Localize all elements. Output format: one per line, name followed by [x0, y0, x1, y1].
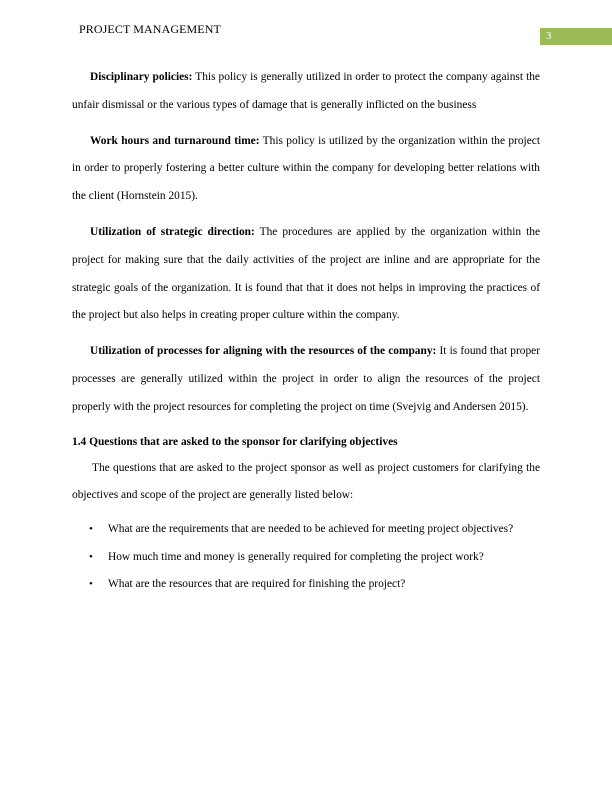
section-intro: The questions that are asked to the project sponsor as well as project customers for clarifying the objectives and scope of the project are generally listed below:: [72, 461, 540, 502]
paragraph-processes-alignment: [72, 338, 540, 421]
page-number: 3: [546, 30, 552, 42]
section-heading: 1.4 Questions that are asked to the sponsor for clarifying objectives: [72, 435, 398, 448]
list-item: [72, 544, 540, 572]
paragraph-strategic-direction: [72, 219, 540, 330]
bullet-icon: •: [89, 523, 93, 536]
paragraph-term: Utilization of processes for aligning with the resources of the company:: [90, 345, 437, 358]
running-header: PROJECT MANAGEMENT: [79, 22, 221, 36]
paragraph-text: This policy is generally utilized in order to protect the company against the unfair dismissal or the various types of damage that is generally inflicted on the business: [72, 71, 540, 111]
document-body: [72, 64, 540, 599]
paragraph-term: Work hours and turnaround time:: [90, 134, 260, 147]
bullet-icon: •: [89, 578, 93, 591]
paragraph-work-hours: [72, 128, 540, 211]
list-item-text: What are the requirements that are needed to be achieved for meeting project objectives?: [108, 523, 514, 536]
paragraph-text: It is found that proper processes are generally utilized within the project in order to align the resources of the project properly with the project resources for completing the project on time (Svejvig and Andersen 2015).: [72, 345, 540, 413]
question-list: [72, 516, 540, 599]
list-item-text: How much time and money is generally required for completing the project work?: [108, 550, 484, 563]
paragraph-text: This policy is utilized by the organization within the project in order to properly fostering a better culture within the company for developing better relations with the client (Hornstein 2015).: [72, 134, 540, 203]
list-item-text: What are the resources that are required for finishing the project?: [108, 578, 406, 591]
paragraph-text: The procedures are applied by the organization within the project for making sure that the daily activities of the project are inline and are appropriate for the strategic goals of the organization. It is found that that it does not helps in improving the practices of the project but also helps in creating proper culture within the company.: [72, 225, 540, 322]
list-item: [72, 516, 540, 544]
paragraph-term: Disciplinary policies:: [90, 71, 193, 83]
page-number-badge: [540, 28, 612, 45]
list-item: [72, 571, 540, 599]
paragraph-disciplinary-policies: [72, 64, 540, 120]
paragraph-term: Utilization of strategic direction:: [90, 225, 255, 238]
bullet-icon: •: [89, 550, 93, 563]
